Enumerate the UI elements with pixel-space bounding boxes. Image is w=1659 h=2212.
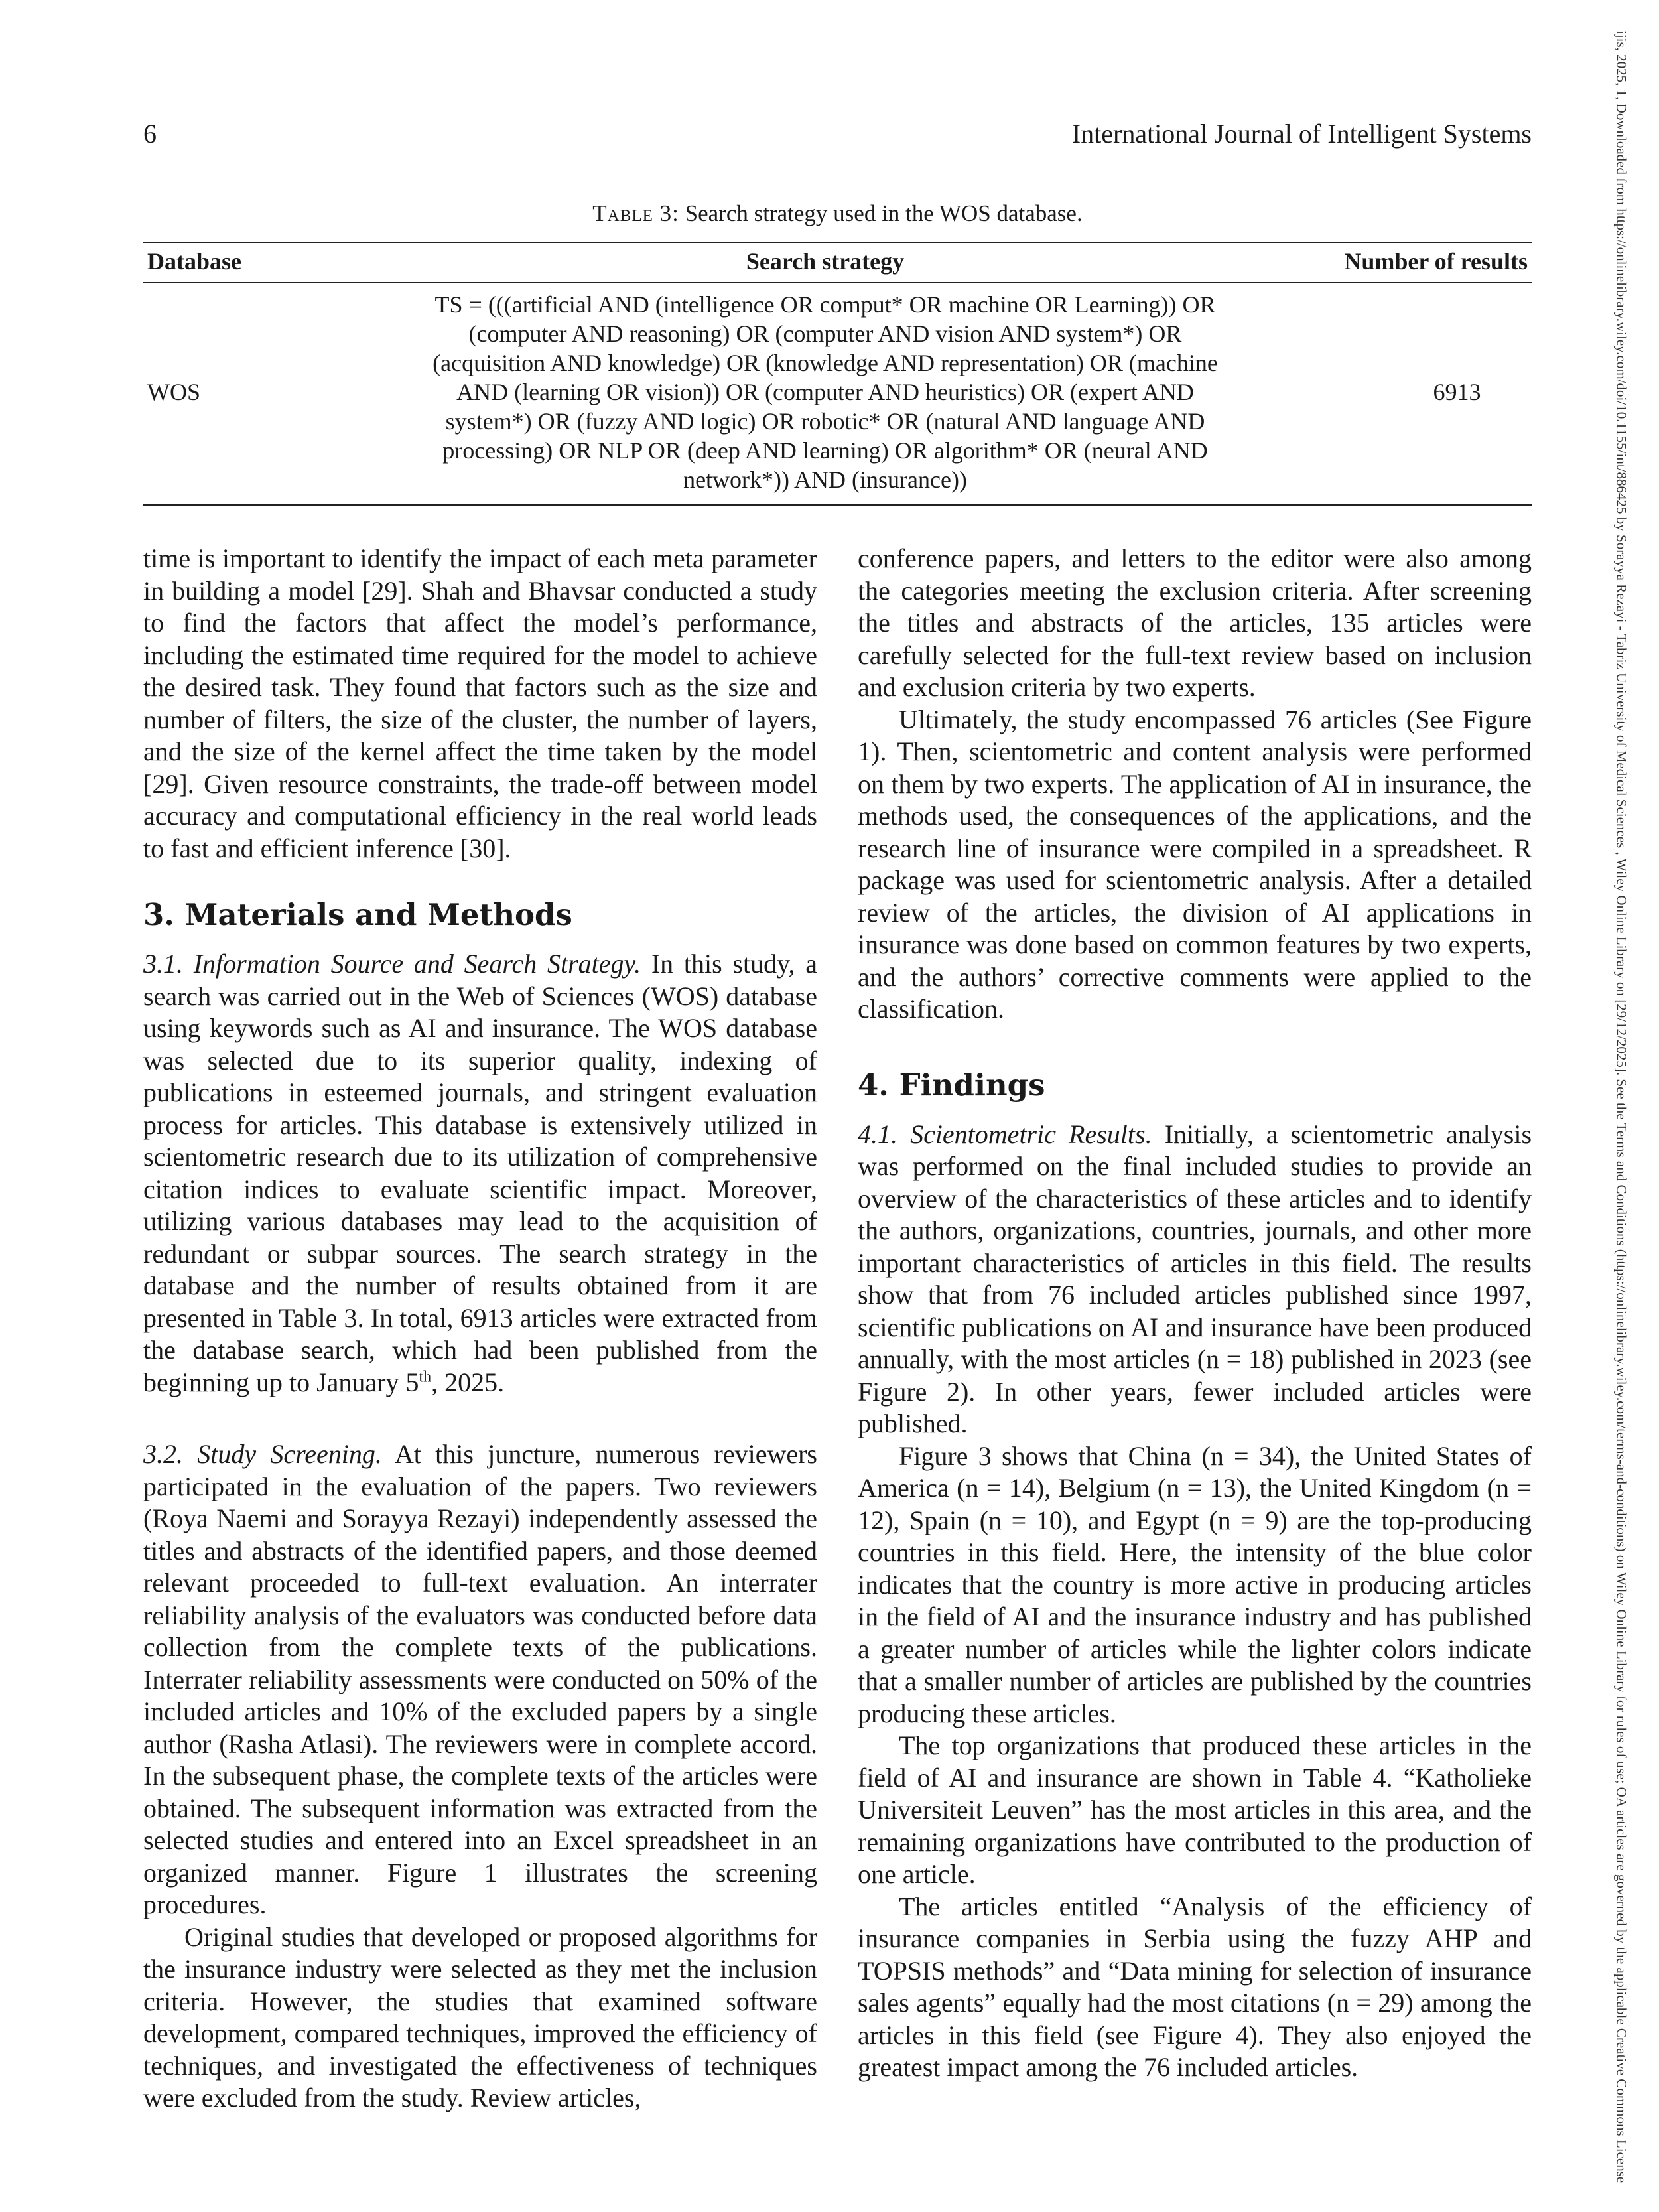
search-strategy-table [143,242,1532,506]
table-caption-label: Table 3: [592,200,679,226]
paragraph-most-cited: The articles entitled “Analysis of the efficiency of insurance companies in Serbia using the fuzzy AHP and TOPSIS methods” and “Data mining for selection of insurance sales agents” equally had the most citations (n = 29) among the articles in this field (see Figure 4). They also enjoyed the greatest impact among the 76 included articles. [858,1891,1532,2082]
paragraph-figure3-countries: Figure 3 shows that China (n = 34), the United States of America (n = 14), Belgium (n = 13), the United Kingdom (n = 12), Spain (n = 10), and Egypt (n = 9) are the top-producing countries in this field. Here, the intensity of the blue color indicates that the country is more active in producing articles in the field of AI and the insurance industry and has published a greater number of articles while the lighter colors indicate that a smaller number of articles are published by the countries producing these articles. [858,1440,1532,1728]
subsection-title-information-source: 3.1. Information Source and Search Strategy. [143,949,641,979]
paragraph-exclusion-continued: conference papers, and letters to the editor were also among the categories meeting the exclusion criteria. After screening the titles and abstracts of the articles, 135 articles were carefully selected for the full-text review based on inclusion and exclusion criteria by two experts. [858,543,1532,702]
paragraph-scientometric-results [858,1119,1532,1440]
subsection-title-scientometric-results: 4.1. Scientometric Results. [858,1119,1152,1149]
strategy-line: (computer AND reasoning) OR (computer AND vision AND system*) OR [468,320,1182,347]
strategy-line: AND (learning OR vision)) OR (computer AND heuristics) OR (expert AND [456,379,1194,405]
header-search-strategy: Search strategy [350,243,1300,283]
left-column [143,543,817,2114]
strategy-line: processing) OR NLP OR (deep AND learning) OR algorithm* OR (neural AND [442,437,1208,464]
table-caption-text: Search strategy used in the WOS database. [685,200,1083,226]
download-banner: ijis, 2025, 1, Downloaded from https://onlinelibrary.wiley.com/doi/10.1155/int/886425 by Sorayya Rezayi - Tabriz University of Medical Sciences , Wiley Online Library on [29/12/2025]. See the Terms and Conditions (https://onlinelibrary.wiley.com/terms-and-conditions) on Wiley Online Library for rules of use; OA articles are governed by the applicable Creative Commons License [1613,31,1630,2183]
table-row [143,283,1532,505]
paragraph-top-organizations: The top organizations that produced these articles in the field of AI and insurance are shown in Table 4. “Katholieke Universiteit Leuven” has the most articles in this area, and the remaining organizations have contributed to the production of one article. [858,1730,1532,1889]
right-column [858,543,1532,2084]
section-heading-findings: 4. Findings [858,1067,1045,1103]
strategy-line: system*) OR (fuzzy AND logic) OR robotic* OR (natural AND language AND [445,408,1205,435]
page-number: 6 [143,119,157,149]
cell-search-strategy [350,283,1300,505]
paragraph-original-studies: Original studies that developed or proposed algorithms for the insurance industry were selected as they met the inclusion criteria. However, the studies that examined software development, compared techniques, improved the efficiency of techniques, and investigated the effectiveness of techniques were excluded from the study. Review articles, [143,1921,817,2112]
paragraph-information-source [143,948,817,1399]
strategy-line: TS = (((artificial AND (intelligence OR comput* OR machine OR Learning)) OR [434,291,1216,318]
ordinal-suffix: th [419,1368,432,1386]
strategy-line: (acquisition AND knowledge) OR (knowledge AND representation) OR (machine [432,350,1218,376]
subsection-text-date-end: , 2025. [431,1367,505,1397]
header-number-of-results: Number of results [1300,243,1532,283]
cell-database: WOS [143,283,350,505]
header-database: Database [143,243,350,283]
cell-number-of-results: 6913 [1300,283,1532,505]
subsection-text-information-source: In this study, a search was carried out in the Web of Sciences (WOS) database using keywords such as AI and insurance. The WOS database was selected due to its superior quality, indexing of publications in esteemed journals, and stringent evaluation process for articles. This database is extensively utilized in scientometric research due to its utilization of comprehensive citation indices to evaluate scientific impact. Moreover, utilizing various databases may lead to the acquisition of redundant or subpar sources. The search strategy in the database and the number of results obtained from it are presented in Table 3. In total, 6913 articles were extracted from the database search, which had been published from the beginning up to January 5 [143,949,818,1397]
strategy-line: network*)) AND (insurance)) [683,466,967,493]
paragraph-ultimately: Ultimately, the study encompassed 76 articles (See Figure 1). Then, scientometric and content analysis were performed on them by two experts. The application of AI in insurance, the methods used, the consequences of the applications, and the research line of insurance were compiled in a spreadsheet. R package was used for scientometric analysis. After a detailed review of the articles, the division of AI applications in insurance was done based on common features by two experts, and the authors’ corrective comments were applied to the classification. [858,704,1532,1024]
table-header-row [143,243,1532,283]
table-caption [143,200,1532,227]
subsection-text-scientometric-results: Initially, a scientometric analysis was performed on the final included studies to provide an overview of the characteristics of these articles and to identify the authors, organizations, countries, journals, and other more important characteristics of articles in this field. The results show that from 76 included articles published since 1997, scientific publications on AI and insurance have been produced annually, with the most articles (n = 18) published in 2023 (see Figure 2). In other years, fewer included articles were published. [858,1119,1532,1438]
section-heading-materials-methods: 3. Materials and Methods [143,897,572,932]
paragraph-intro: time is important to identify the impact of each meta parameter in building a model [29]. Shah and Bhavsar conducted a study to find the factors that affect the model’s performance, including the estimated time required for the model to achieve the desired task. They found that factors such as the size and number of filters, the size of the cluster, the number of layers, and the size of the kernel affect the time taken by the model [29]. Given resource constraints, the trade-off between model accuracy and computational efficiency in the real world leads to fast and efficient inference [30]. [143,543,817,863]
subsection-title-study-screening: 3.2. Study Screening. [143,1439,382,1469]
subsection-text-study-screening: At this juncture, numerous reviewers participated in the evaluation of the papers. Two reviewers (Roya Naemi and Sorayya Rezayi) independently assessed the titles and abstracts of the identified papers, and those deemed relevant proceeded to full-text evaluation. An interrater reliability analysis of the evaluators was conducted before data collection from the complete texts of the publications. Interrater reliability assessments were conducted on 50% of the included articles and 10% of the excluded papers by a single author (Rasha Atlasi). The reviewers were in complete accord. In the subsequent phase, the complete texts of the articles were obtained. The subsequent information was extracted from the selected studies and entered into an Excel spreadsheet in an organized manner. Figure 1 illustrates the screening procedures. [143,1439,818,1919]
paragraph-study-screening [143,1438,817,1921]
journal-title: International Journal of Intelligent Systems [1071,119,1532,149]
